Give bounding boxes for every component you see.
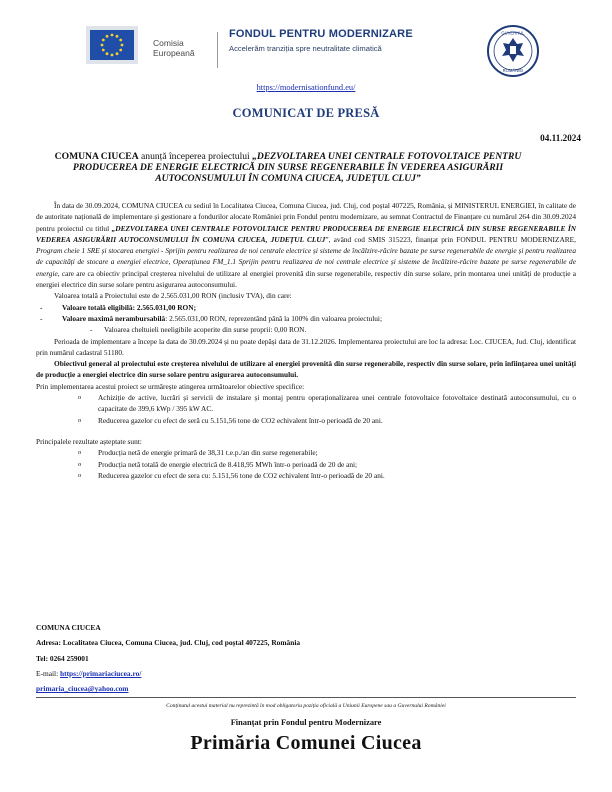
value-eligible: - Valoare totală eligibilă: 2.565.031,00 RON; [36, 302, 576, 313]
romanian-government-seal [486, 24, 540, 78]
modernisation-fund-subtitle: Accelerăm tranziția spre neutralitate climatică [229, 44, 382, 53]
value-max-rest: : 2.565.031,00 RON, reprezentând până la 100% din valoarea proiectului; [165, 313, 383, 323]
value-total: Valoarea totală a Proiectului este de 2.565.031,00 RON (inclusiv TVA), din care: [54, 291, 292, 301]
intro-project-title: „DEZVOLTAREA UNEI CENTRALE FOTOVOLTAICE PENTRU PRODUCEREA DE ENERGIE ELECTRICĂ DIN SURSE REGENERABILE ÎN VEDEREA ASIGURĂRII AUTOCONSUMULUI ÎN COMUNA CIUCEA, JUDEȚUL CLUJ” [72, 151, 522, 185]
contact-address: Adresa: Localitatea Ciucea, Comuna Ciucea, jud. Cluj, cod poștal 407225, România [36, 638, 301, 648]
page-title: COMUNICAT DE PRESĂ [232, 106, 380, 120]
modernisation-fund-link[interactable]: https://modernisationfund.eu/ [256, 83, 356, 92]
result-item: o Reducerea gazelor cu efect de sera cu: 5.151,56 tone de CO2 echivalent într-o perioadă de 20 ani. [36, 470, 576, 481]
header-divider [217, 32, 218, 68]
release-date: 04.11.2024 [540, 133, 581, 143]
result-item: o Producția netă totală de energie electrică de 8.418,95 MWh într-o perioadă de 20 de ani; [36, 459, 576, 470]
seal-bottom-text: ROMÂNIEI [502, 68, 524, 73]
contact-email-link[interactable]: primaria_ciucea@yahoo.com [36, 684, 129, 694]
european-commission-label: Comisia Europeană [153, 38, 195, 58]
contact-website-link[interactable]: https://primariaciucea.ro/ [60, 668, 142, 678]
seal-top-text: GUVERNUL [501, 30, 525, 36]
eu-flag-logo [86, 26, 138, 64]
modernisation-fund-title: FONDUL PENTRU MODERNIZARE [229, 28, 413, 40]
intro-lead: COMUNA CIUCEA [54, 151, 139, 162]
contact-email [36, 681, 300, 696]
implementation-period: Perioada de implementare a începe la data de 30.09.2024 și nu poate depăși data de 31.12.2026. Implementarea proiectului are loc la adresa: Loc. CIUCEA, Jud. Cluj, identificat prin numărul cadastral 51180. [36, 336, 576, 357]
footer-divider [36, 697, 576, 698]
contract-program: Program cheie 1 SRE și stocarea energiei - Sprijin pentru realizarea de noi centrale electrice și sisteme de încălzire-răcire bazate pe surse regenerabile de energie și pentru realizarea de capacități de stocare a energiei electrice, Operațiunea FM_1.1 Sprijin pentru realizarea de noi centrale electrice și sisteme de încălzire-răcire bazate pe surse regenerabile de energie, [36, 246, 576, 278]
specific-objective-item: o Reducerea gazelor cu efect de seră cu 5.151,56 tone de CO2 echivalent într-o perioadă de 20 ani. [36, 415, 576, 426]
intro-paragraph [38, 151, 538, 185]
specific-objective-item: o Achiziție de active, lucrări și servicii de instalare și montaj pentru operaționalizarea unei centrale fotovoltaice fotovoltaice destinată autoconsumului, cu o capacitate de 399,6 kWp / 395 kW AC. [36, 392, 576, 415]
value-max [36, 313, 576, 324]
contact-email-label: E-mail: [36, 668, 61, 678]
header [78, 20, 548, 80]
contract-text: În data de 30.09.2024, COMUNA CIUCEA cu sediul în Localitatea Ciucea, Comuna Ciucea, jud. Cluj, cod poștal 407225, România, și MINISTERUL ENERGIEI, în calitate de de autoritate națională de implementare și gestionare a fondurilor alocate României prin Fondul pentru modernizare, au semnat Contractul de Finanțare cu numărul 264 din 30.09.2024 pentru proiectul cu titlul [36, 201, 576, 233]
contact-name: COMUNA CIUCEA [36, 623, 101, 632]
body-text [36, 200, 576, 481]
financed-by: Finanțat prin Fondul pentru Modernizare [230, 718, 382, 727]
results-intro: Principalele rezultate așteptate sunt: [36, 436, 142, 446]
contract-smis: ”, având cod SMIS 315223, finanțat prin FONDUL PENTRU MODERNIZARE, [325, 234, 576, 244]
contact-email-line [36, 666, 300, 681]
contact-phone: Tel: 0264 259001 [36, 653, 89, 663]
spacer [36, 426, 576, 436]
disclaimer: Conținutul acestui material nu reprezintă în mod obligatoriu poziția oficială a Uniunii Europene sau a Guvernului României [166, 703, 446, 709]
footer-title: Primăria Comunei Ciucea [190, 732, 422, 754]
contact-block [36, 620, 300, 696]
value-max-label: Valoare maximă nerambursabilă [62, 313, 166, 323]
result-item: o Producția netă de energie primară de 38,31 t.e.p./an din surse regenerabile; [36, 447, 576, 458]
general-objective: Obiectivul general al proiectului este creșterea nivelului de utilizare al energiei provenită din surse regenerabile, respectiv din surse solare, prin înființarea unei unități de producție a energiei electrice din surse solare pentru asigurarea autoconsumului. [36, 359, 576, 380]
specific-objectives-intro: Prin implementarea acestui proiect se urmărește atingerea următoarelor obiective specifice: [36, 381, 305, 391]
contract-project-title: „DEZVOLTAREA UNEI CENTRALE FOTOVOLTAICE PENTRU PRODUCEREA DE ENERGIE ELECTRICĂ DIN SURSE REGENERABILE ÎN VEDEREA ASIGURĂRII AUTOCONSUMULUI ÎN COMUNA CIUCEA, JUDEȚUL CLUJ [36, 223, 576, 244]
value-non-eligible: - Valoarea cheltuieli neeligibile acoperite din surse proprii: 0,00 RON. [36, 324, 576, 335]
contract-paragraph [36, 200, 576, 290]
contract-objective: care are ca obiectiv principal creșterea nivelului de utilizare al energiei provenită din surse regenerabile, respectiv din surse solare, prin montarea unei unități de producție a energiei electrice din surse solare pentru asigurarea autoconsumului. [36, 268, 576, 290]
intro-text: anunță începerea proiectului [138, 151, 253, 162]
